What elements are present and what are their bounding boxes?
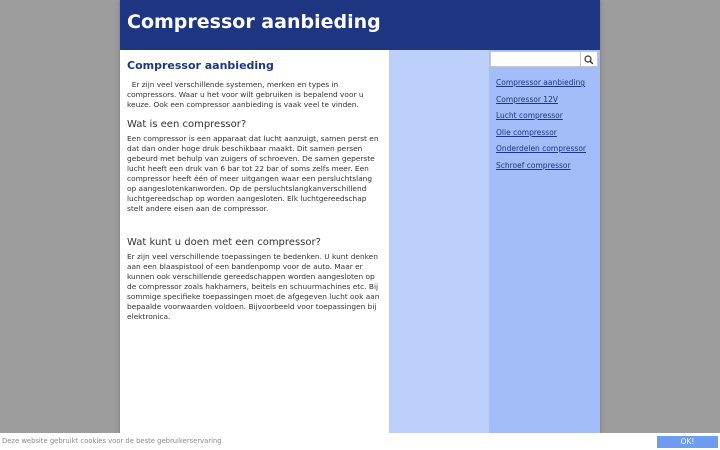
search-input[interactable] xyxy=(491,52,581,66)
sidebar-item-olie-compressor xyxy=(496,120,586,137)
nav-link[interactable]: Compressor 12V xyxy=(496,94,558,104)
nav-link[interactable]: Onderdelen compressor xyxy=(496,144,586,153)
site-header xyxy=(120,0,600,50)
search-button[interactable] xyxy=(580,52,597,66)
search-icon xyxy=(581,53,597,67)
sidebar-item-compressor-12v xyxy=(496,87,586,104)
sidebar-item-compressor-aanbieding xyxy=(496,70,586,87)
sidebar-item-schroef-compressor xyxy=(496,153,586,170)
article-title: Compressor aanbieding xyxy=(127,59,274,72)
nav-link[interactable]: Lucht compressor xyxy=(496,111,563,120)
sidebar-nav xyxy=(496,70,586,169)
section-body: Er zijn veel verschillende toepassingen te bedenken. U kunt denken aan een blaaspistool of een bandenpomp voor de auto. Maar er kunnen ook verschillende gereedschappen worden aangesloten op de compressor zoals hakhamers, beitels en schuurmachines etc. Bij sommige specifieke toepassingen moet de afgegeven lucht ook aan bepaalde voorwaarden voldoen. Bijvoorbeeld voor toepassingen bij elektronica. xyxy=(127,252,380,321)
middle-column xyxy=(389,50,489,450)
page-container xyxy=(120,0,600,450)
sidebar xyxy=(489,50,600,450)
cookie-banner xyxy=(0,433,720,450)
nav-link[interactable]: Olie compressor xyxy=(496,127,557,137)
article-intro xyxy=(127,80,381,110)
section-body: Een compressor is een apparaat dat lucht aanzuigt, samen perst en dat dan onder hoge druk beschikbaar maakt. Dit samen persen gebeurd met behulp van zuigers of schroeven. De samen geperste lucht heeft een druk van 6 bar tot 22 bar of soms zelfs meer. Een compressor heeft één of meer uitgangen waar een persluchtslang op aangeslotenkanworden. Op de persluchtslangkanverschillend luchtgereedschap op worden aangesloten. Elk luchtgereedschap stelt andere eisen aan de compressor. xyxy=(127,134,379,213)
section-heading: Wat is een compressor? xyxy=(127,119,247,130)
cookie-text: Deze website gebruikt cookies voor de beste gebruikerservaring xyxy=(2,437,222,445)
cookie-accept-button[interactable]: OK! xyxy=(657,436,718,448)
article-intro-text: Er zijn veel verschillende systemen, merken en types in compressors. Waar u het voor wilt gebruiken is bepalend voor u keuze. Ook een compressor aanbieding is vaak veel te vinden. xyxy=(127,80,364,109)
section-heading: Wat kunt u doen met een compressor? xyxy=(127,237,321,248)
nav-link[interactable]: Compressor aanbieding xyxy=(496,78,586,87)
nav-link[interactable]: Schroef compressor xyxy=(496,160,571,170)
site-title[interactable]: Compressor aanbieding xyxy=(127,11,381,33)
main-content xyxy=(120,50,389,450)
sidebar-item-lucht-compressor xyxy=(496,103,586,120)
article xyxy=(127,59,381,322)
sidebar-item-onderdelen-compressor xyxy=(496,136,586,153)
search-box xyxy=(490,51,598,67)
